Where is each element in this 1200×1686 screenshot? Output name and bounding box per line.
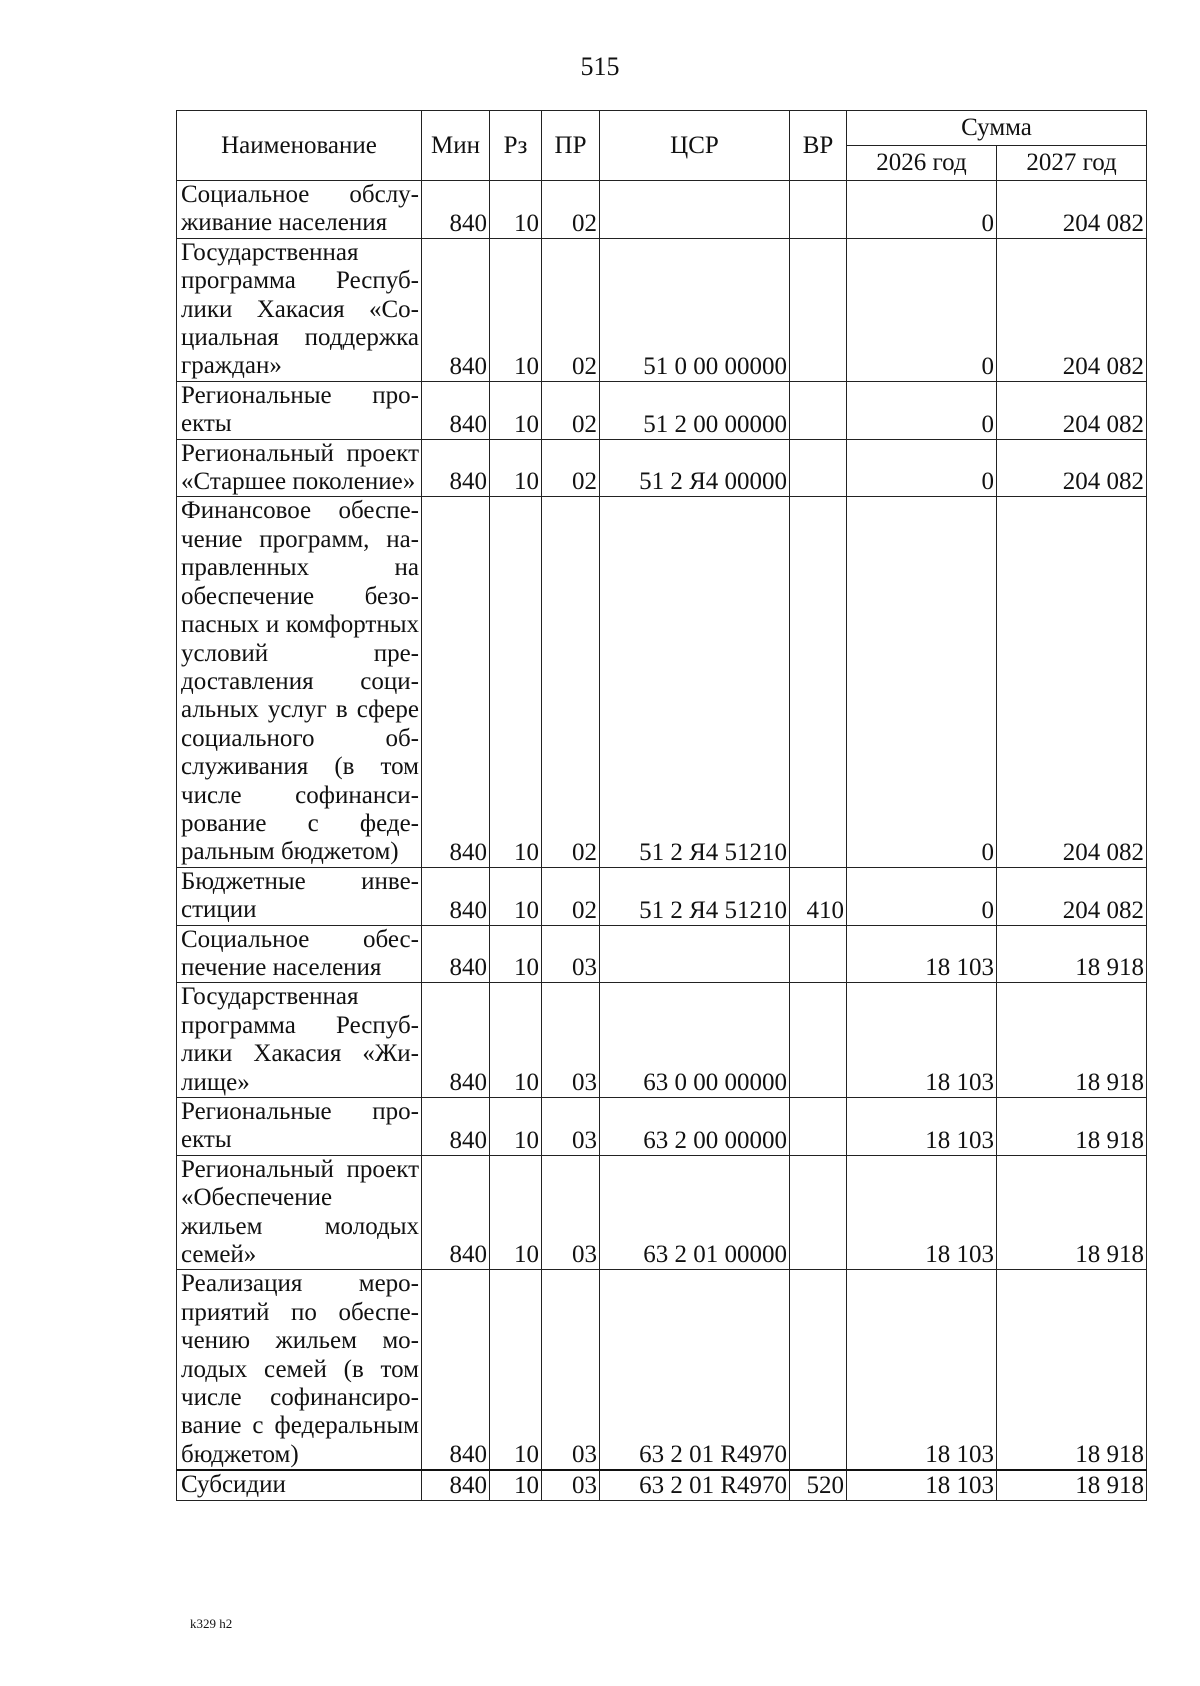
row-name: Региональные проекты: [177, 1098, 422, 1156]
row-pr: 02: [542, 439, 600, 497]
header-pr: ПР: [542, 111, 600, 181]
row-sum-2027: 18 918: [997, 1098, 1147, 1156]
table-row: [177, 238, 1147, 381]
row-name: Социальное обслуживание населения: [177, 181, 422, 239]
row-sum-2027: 204 082: [997, 439, 1147, 497]
row-sum-2026: 18 103: [847, 1270, 997, 1470]
row-vr: [790, 1270, 847, 1470]
row-min: 840: [422, 983, 490, 1098]
row-rz: 10: [490, 925, 542, 983]
row-name: Социальное обеспечение населения: [177, 925, 422, 983]
row-rz: 10: [490, 439, 542, 497]
row-vr: [790, 381, 847, 439]
row-sum-2027: 204 082: [997, 497, 1147, 867]
row-vr: [790, 1155, 847, 1270]
table-row: [177, 925, 1147, 983]
row-sum-2027: 204 082: [997, 867, 1147, 925]
row-vr: [790, 181, 847, 239]
row-sum-2027: 18 918: [997, 1155, 1147, 1270]
row-csr: 51 2 Я4 00000: [600, 439, 790, 497]
row-csr: 63 2 01 00000: [600, 1155, 790, 1270]
row-sum-2026: 18 103: [847, 1155, 997, 1270]
row-rz: 10: [490, 867, 542, 925]
row-vr: [790, 1098, 847, 1156]
row-min: 840: [422, 497, 490, 867]
header-csr: ЦСР: [600, 111, 790, 181]
row-pr: 02: [542, 497, 600, 867]
row-name: Бюджетные инвестиции: [177, 867, 422, 925]
row-sum-2026: 0: [847, 439, 997, 497]
row-pr: 03: [542, 1155, 600, 1270]
row-pr: 02: [542, 181, 600, 239]
row-sum-2027: 18 918: [997, 1470, 1147, 1500]
row-pr: 03: [542, 983, 600, 1098]
row-pr: 02: [542, 867, 600, 925]
row-min: 840: [422, 238, 490, 381]
footer-code: k329 h2: [190, 1616, 233, 1631]
row-vr: [790, 439, 847, 497]
row-sum-2026: 0: [847, 381, 997, 439]
page-number: 515: [580, 52, 620, 81]
row-csr: 63 2 00 00000: [600, 1098, 790, 1156]
header-min: Мин: [422, 111, 490, 181]
row-sum-2027: 18 918: [997, 983, 1147, 1098]
row-sum-2027: 204 082: [997, 381, 1147, 439]
row-sum-2027: 18 918: [997, 1270, 1147, 1470]
row-pr: 03: [542, 1098, 600, 1156]
row-sum-2026: 0: [847, 497, 997, 867]
row-name: Региональные проекты: [177, 381, 422, 439]
header-name: Наименование: [177, 111, 422, 181]
row-sum-2027: 204 082: [997, 238, 1147, 381]
table-row: [177, 983, 1147, 1098]
row-name: Государственная программа Республики Хакасия «Социальная поддержка граждан»: [177, 238, 422, 381]
row-sum-2026: 18 103: [847, 983, 997, 1098]
row-rz: 10: [490, 1270, 542, 1470]
row-rz: 10: [490, 983, 542, 1098]
table-row: [177, 181, 1147, 239]
row-csr: 63 2 01 R4970: [600, 1470, 790, 1500]
row-csr: 51 2 Я4 51210: [600, 497, 790, 867]
row-rz: 10: [490, 181, 542, 239]
table-body: [177, 181, 1147, 1501]
row-vr: 520: [790, 1470, 847, 1500]
row-rz: 10: [490, 381, 542, 439]
row-min: 840: [422, 1098, 490, 1156]
row-rz: 10: [490, 238, 542, 381]
row-sum-2026: 0: [847, 238, 997, 381]
row-pr: 02: [542, 238, 600, 381]
row-rz: 10: [490, 1470, 542, 1500]
row-sum-2026: 0: [847, 181, 997, 239]
table-row: [177, 497, 1147, 867]
row-csr: 63 0 00 00000: [600, 983, 790, 1098]
row-name: Субсидии: [177, 1470, 422, 1500]
row-vr: [790, 238, 847, 381]
row-min: 840: [422, 1155, 490, 1270]
row-sum-2026: 18 103: [847, 925, 997, 983]
row-pr: 03: [542, 1270, 600, 1470]
row-csr: [600, 181, 790, 239]
table-row: [177, 1098, 1147, 1156]
row-name: Реализация мероприятий по обеспечению жильем молодых семей (в том числе софинансирование с федеральным бюджетом): [177, 1270, 422, 1470]
row-vr: [790, 925, 847, 983]
row-pr: 03: [542, 1470, 600, 1500]
row-csr: 51 0 00 00000: [600, 238, 790, 381]
row-name: Государственная программа Республики Хакасия «Жилище»: [177, 983, 422, 1098]
row-min: 840: [422, 439, 490, 497]
table-row: [177, 1470, 1147, 1500]
row-min: 840: [422, 381, 490, 439]
row-min: 840: [422, 181, 490, 239]
row-sum-2027: 18 918: [997, 925, 1147, 983]
row-min: 840: [422, 925, 490, 983]
row-sum-2026: 0: [847, 867, 997, 925]
header-rz: Рз: [490, 111, 542, 181]
row-vr: [790, 983, 847, 1098]
table-row: [177, 867, 1147, 925]
row-sum-2026: 18 103: [847, 1098, 997, 1156]
table-row: [177, 381, 1147, 439]
row-pr: 02: [542, 381, 600, 439]
header-sum: Сумма: [847, 111, 1147, 146]
header-year-2026: 2026 год: [847, 146, 997, 181]
header-row: [177, 111, 1147, 146]
row-name: Региональный проект «Обеспечение жильем молодых семей»: [177, 1155, 422, 1270]
row-min: 840: [422, 1470, 490, 1500]
row-csr: [600, 925, 790, 983]
row-csr: 51 2 00 00000: [600, 381, 790, 439]
row-min: 840: [422, 1270, 490, 1470]
row-csr: 63 2 01 R4970: [600, 1270, 790, 1470]
row-vr: [790, 497, 847, 867]
row-pr: 03: [542, 925, 600, 983]
header-year-2027: 2027 год: [997, 146, 1147, 181]
row-rz: 10: [490, 1098, 542, 1156]
row-name: Региональный проект «Старшее поколение»: [177, 439, 422, 497]
table-row: [177, 1155, 1147, 1270]
table-row: [177, 439, 1147, 497]
header-vr: ВР: [790, 111, 847, 181]
row-csr: 51 2 Я4 51210: [600, 867, 790, 925]
row-sum-2027: 204 082: [997, 181, 1147, 239]
row-vr: 410: [790, 867, 847, 925]
table-row: [177, 1270, 1147, 1470]
row-rz: 10: [490, 1155, 542, 1270]
row-sum-2026: 18 103: [847, 1470, 997, 1500]
row-min: 840: [422, 867, 490, 925]
row-name: Финансовое обеспечение программ, направленных на обеспечение безопасных и комфортных условий предоставления социальных услуг в сфере социального обслуживания (в том числе софинансирование с федеральным бюджетом): [177, 497, 422, 867]
row-rz: 10: [490, 497, 542, 867]
budget-table: [176, 110, 1147, 1501]
